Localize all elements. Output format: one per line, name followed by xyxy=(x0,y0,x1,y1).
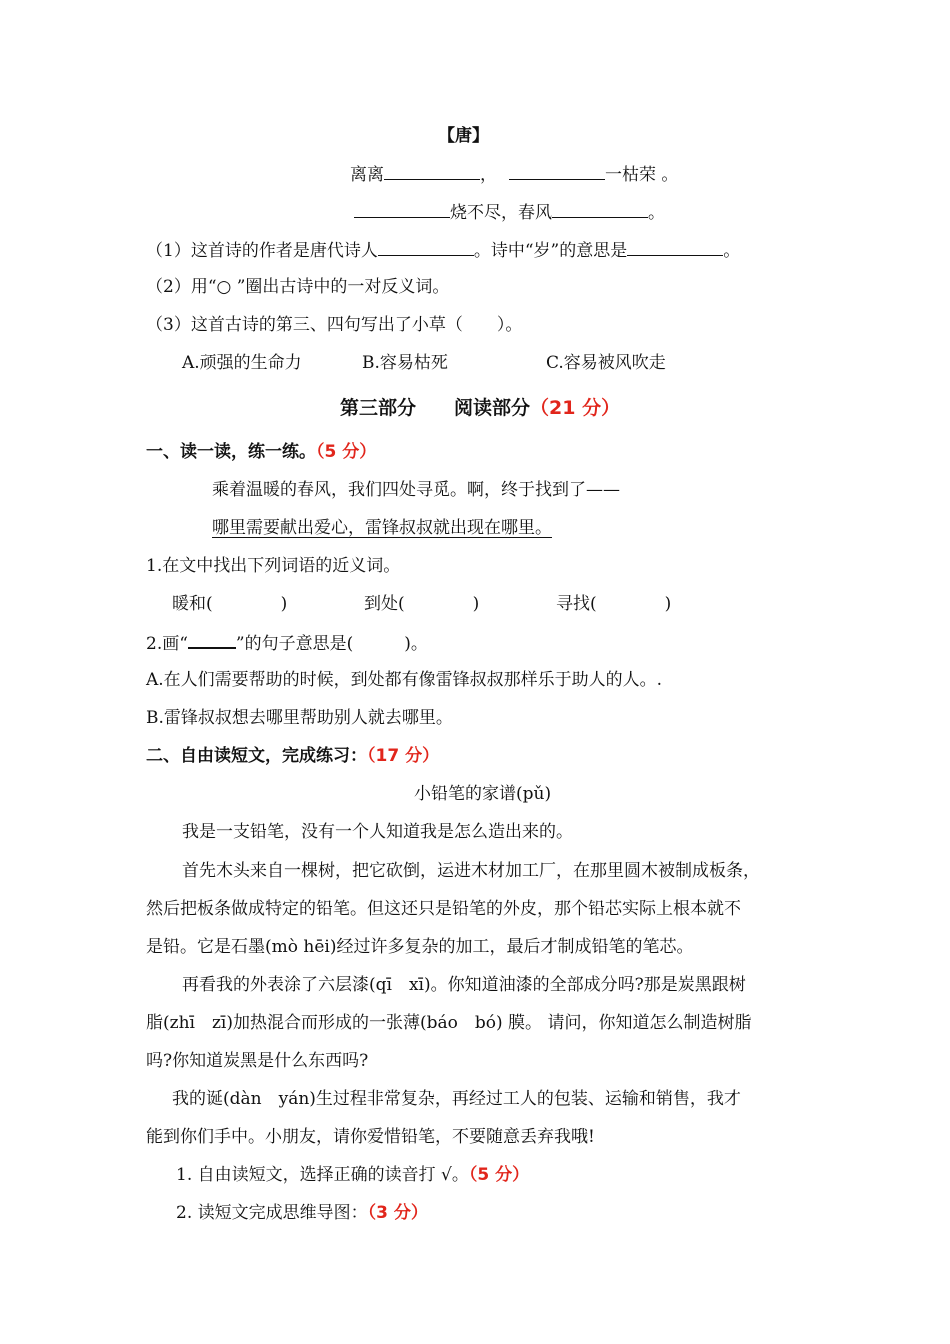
poem-line2-end: 。 xyxy=(648,203,665,223)
part3-score: （21 分） xyxy=(530,397,621,419)
section1-option-a: A.在人们需要帮助的时候，到处都有像雷锋叔叔那样乐于助人的人。. xyxy=(146,670,663,690)
passage-line: 能到你们手中。小朋友，请你爱惜铅笔，不要随意丢弃我哦! xyxy=(146,1127,595,1147)
fill-blank[interactable] xyxy=(552,200,648,218)
passage-line: 脂(zhī zī)加热混合而形成的一张薄(báo bó) 膜。 请问，你知道怎么制造树脂 xyxy=(146,1013,752,1033)
task2-score: （3 分） xyxy=(367,1203,428,1223)
section1-score: （5 分） xyxy=(316,442,377,462)
poem-line-2 xyxy=(354,200,665,225)
passage-title: 小铅笔的家谱(pǔ) xyxy=(414,784,552,804)
q2-text-a: 2.画“ xyxy=(146,634,188,654)
poem-option-b: B.容易枯死 xyxy=(362,353,448,373)
poem-line1-start: 离离 xyxy=(350,165,384,185)
task1-text: 1. 自由读短文，选择正确的读音打 √。 xyxy=(176,1165,469,1185)
poem-line2-mid: 烧不尽，春风 xyxy=(450,203,552,223)
poem-line-1 xyxy=(350,162,678,187)
poem-question-2: （2）用“○ ”圈出古诗中的一对反义词。 xyxy=(146,277,450,297)
passage-line: 再看我的外表涂了六层漆(qī xī)。你知道油漆的全部成分吗?那是炭黑跟树 xyxy=(182,975,746,995)
poem-line1-end: 一枯荣 。 xyxy=(605,165,679,185)
poem-option-c: C.容易被风吹走 xyxy=(546,353,666,373)
fill-blank[interactable] xyxy=(627,238,723,256)
fill-blank[interactable] xyxy=(354,200,450,218)
passage-line: 是铅。它是石墨(mò hēi)经过许多复杂的加工，最后才制成铅笔的笔芯。 xyxy=(146,937,694,957)
passage-line: 我是一支铅笔，没有一个人知道我是怎么造出来的。 xyxy=(182,822,573,842)
section1-heading xyxy=(146,440,376,464)
section2-heading-text: 二、自由读短文，完成练习： xyxy=(146,746,367,766)
q1-text-a: （1）这首诗的作者是唐代诗人 xyxy=(146,241,378,261)
synonym-word-3: 寻找( ) xyxy=(556,594,672,614)
synonym-word-2: 到处( ) xyxy=(364,594,480,614)
underline-sample xyxy=(188,630,236,649)
passage-line: 吗?你知道炭黑是什么东西吗? xyxy=(146,1051,369,1071)
fill-blank[interactable] xyxy=(378,238,474,256)
section2-task-2 xyxy=(176,1201,428,1225)
part3-title-text: 第三部分 阅读部分 xyxy=(340,397,531,419)
fill-blank[interactable] xyxy=(384,162,480,180)
synonym-word-1: 暖和( ) xyxy=(172,594,288,614)
poem-line1-sep: ， xyxy=(480,165,497,185)
section2-heading xyxy=(146,744,439,768)
q1-text-b: 。诗中“岁”的意思是 xyxy=(473,241,628,261)
q1-text-end: 。 xyxy=(723,241,741,261)
part3-title xyxy=(340,396,620,420)
task1-score: （5 分） xyxy=(468,1165,530,1185)
section1-text-2-underlined: 哪里需要献出爱心，雷锋叔叔就出现在哪里。 xyxy=(212,518,552,538)
section1-question-1: 1.在文中找出下列词语的近义词。 xyxy=(146,556,401,576)
poem-dynasty: 【唐】 xyxy=(438,126,489,146)
task2-text: 2. 读短文完成思维导图： xyxy=(176,1203,368,1223)
section2-score: （17 分） xyxy=(367,746,440,766)
fill-blank[interactable] xyxy=(509,162,605,180)
section2-task-1 xyxy=(176,1163,529,1187)
poem-question-3: （3）这首古诗的第三、四句写出了小草（ ）。 xyxy=(146,315,523,335)
section1-question-2 xyxy=(146,630,428,656)
q2-text-b: ”的句子意思是( )。 xyxy=(235,634,428,654)
poem-question-1 xyxy=(146,238,740,263)
passage-line: 首先木头来自一棵树，把它砍倒，运进木材加工厂，在那里圆木被制成板条， xyxy=(182,861,760,881)
poem-option-a: A.顽强的生命力 xyxy=(182,353,302,373)
passage-line: 然后把板条做成特定的铅笔。但这还只是铅笔的外皮，那个铅芯实际上根本就不 xyxy=(146,899,741,919)
passage-line: 我的诞(dàn yán)生过程非常复杂，再经过工人的包装、运输和销售，我才 xyxy=(172,1089,741,1109)
section1-text-1: 乘着温暖的春风，我们四处寻觅。啊，终于找到了—— xyxy=(212,480,620,500)
section1-option-b: B.雷锋叔叔想去哪里帮助别人就去哪里。 xyxy=(146,708,453,728)
section1-heading-text: 一、读一读，练一练。 xyxy=(146,442,316,462)
